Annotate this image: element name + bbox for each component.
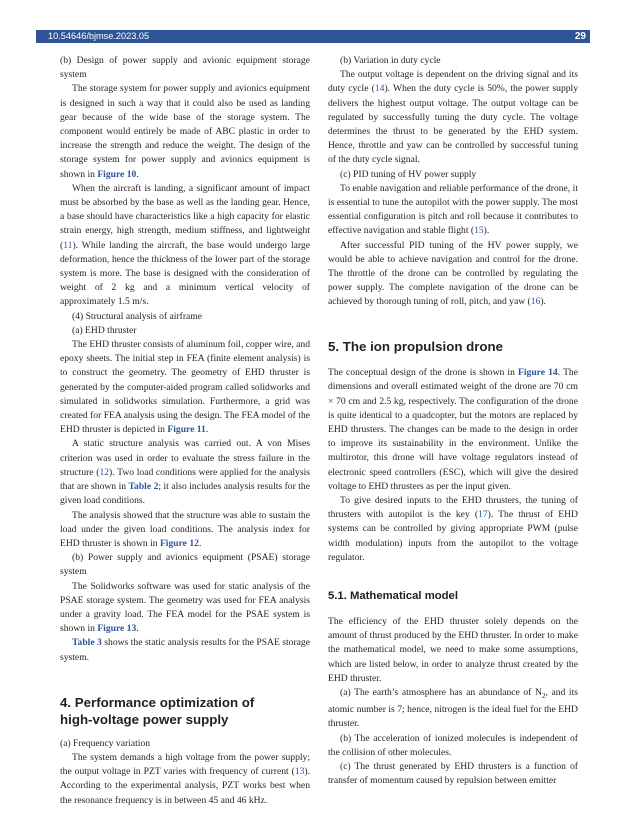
paragraph: (b) Design of power supply and avionic equipment storage system (60, 55, 310, 81)
left-column (60, 54, 310, 808)
citation-link[interactable]: 11 (63, 239, 73, 251)
table-link[interactable]: Table 3 (72, 637, 102, 649)
citation-link[interactable]: 17 (478, 509, 488, 521)
figure-link[interactable]: Figure 11 (167, 424, 206, 436)
citation-link[interactable]: 12 (99, 466, 110, 478)
paragraph: The Solidworks software was used for static analysis of the PSAE storage system. The geometry was used for FEA analysis under a gravity load. The FEA model for the PSAE system is shown in Figure 13. (60, 580, 310, 635)
paragraph: The conceptual design of the drone is shown in Figure 14. The dimensions and overall estimated weight of the drone are 70 cm × 70 cm and 2.5 kg, respectively. The configuration of the drone is quite identical to a quadcopter, but the motors are replaced by EHD thrusters. The changes can be made to the design in order to improve its sustainability in the environment. Unlike the multirotor, this drone will have voltage regulators instead of electronic speed controllers (ESC), which will give the desired voltage to EHD thrusters as per the input given. (328, 367, 578, 492)
paragraph: When the aircraft is landing, a significant amount of impact must be absorbed by the base as well as the landing gear. Hence, a base should have characteristics like a high capacity for elastic strain energy, high strength, medium stiffness, and lightweight (11). While landing the aircraft, the base would undergo large deformation, hence the thickness of the lower part of the storage system is more. The base is designed with the consideration of weight of 2 kg and a minimum vertical velocity of approximately 1.5 m/s. (60, 182, 310, 308)
paragraph: Table 3 shows the static analysis results for the PSAE storage system. (60, 637, 310, 663)
figure-link[interactable]: Figure 10 (97, 168, 137, 180)
paragraph: The EHD thruster consists of aluminum foil, copper wire, and epoxy sheets. The initial step in FEA (finite element analysis) is to construct the geometry. The geometry of EHD thruster is generated by the computer-aided program called solidworks and simulated in solidworks simulation. Furthermore, a grid was created for FEA analysis using the design. The FEA model of the EHD thruster is depicted in Figure 11. (60, 339, 310, 436)
citation-link[interactable]: 13 (294, 766, 305, 778)
paragraph: (4) Structural analysis of airframe (72, 310, 202, 322)
paragraph: The storage system for power supply and avionics equipment is designed in such a way that it could also be used as landing gear because of the wide base of the storage system. The component would entirely be made of ABC plastic in order to increase the strength and reduce the weight. The design of the storage system for power supply and avionics equipment is shown in Figure 10. (60, 83, 310, 180)
paragraph: The system demands a high voltage from the power supply; the output voltage in PZT varies with frequency of current (13). According to the experimental analysis, PZT works best when the resonance frequency is in between 45 and 46 kHz. (60, 751, 310, 806)
subsection-heading-5-1: 5.1. Mathematical model (328, 590, 458, 602)
citation-link[interactable]: 14 (374, 83, 385, 95)
doi-text: 10.54646/bjmse.2023.05 (48, 31, 150, 41)
paragraph: (a) EHD thruster (72, 324, 137, 336)
paragraph: (c) The thrust generated by EHD thrusters is a function of transfer of momentum caused by repulsion between emitter (328, 760, 578, 787)
paragraph: (b) Variation in duty cycle (340, 55, 441, 66)
paragraph: The efficiency of the EHD thruster solely depends on the amount of thrust produced by the EHD thruster. In order to make the mathematical model, we need to make some assumptions, which are listed below, in order to analyze thrust created by the EHD thruster. (328, 616, 578, 684)
figure-link[interactable]: Figure 14 (518, 367, 558, 379)
paragraph: (b) Power supply and avionics equipment (PSAE) storage system (60, 552, 310, 578)
paragraph: A static structure analysis was carried out. A von Mises criterion was used in order to evaluate the stress failure in the structure (12). Two load conditions were applied for the analysis that are shown in Table 2; it also includes analysis results for the given load conditions. (60, 438, 310, 507)
citation-link[interactable]: 15 (474, 225, 484, 237)
citation-link[interactable]: 16 (530, 296, 541, 308)
page-number: 29 (574, 31, 586, 42)
paragraph: After successful PID tuning of the HV power supply, we would be able to achieve navigation and control for the drone. The throttle of the drone can be controlled by regulating the power supply. The complete navigation of the drone can be achieved by thorough tuning of roll, pitch, and yaw (16). (328, 239, 578, 308)
table-link[interactable]: Table 2 (128, 481, 159, 493)
section-heading-5: 5. The ion propulsion drone (328, 338, 504, 354)
page-header-bar (36, 30, 590, 43)
paragraph: To enable navigation and reliable performance of the drone, it is essential to tune the autopilot with the power supply. The most essential configuration is pitch and roll because it contributes to effective navigation and stable flight (15). (328, 182, 578, 237)
paragraph: (a) Frequency variation (60, 737, 151, 749)
figure-link[interactable]: Figure 13 (97, 623, 137, 635)
paragraph: To give desired inputs to the EHD thrusters, the tuning of thrusters with autopilot is the key (17). The thrust of EHD systems can be controlled by giving appropriate PWM (pulse width modulation) inputs from the autopilot to the voltage regulator. (328, 494, 578, 563)
paragraph: (c) PID tuning of HV power supply (340, 168, 477, 180)
paragraph: The analysis showed that the structure was able to sustain the load under the given load conditions. The analysis index for EHD thruster is shown in Figure 12. (60, 509, 310, 549)
figure-link[interactable]: Figure 12 (159, 537, 199, 549)
paragraph: The output voltage is dependent on the driving signal and its duty cycle (14). When the duty cycle is 50%, the power supply delivers the highest output voltage. The output voltage can be regulated by successfully tuning the duty cycle. The voltage determines the thrust to be generated by the EHD system. Hence, throttle and yaw can be controlled by successful tuning of the duty cycle signal. (328, 69, 578, 166)
right-column (328, 54, 578, 788)
paragraph: (a) The earth’s atmosphere has an abundance of $N_2$, and its atomic number is 7; hence, nitrogen is the ideal fuel for the EHD thruster. (328, 687, 578, 730)
paragraph: (b) The acceleration of ionized molecules is independent of the collision of other molecules. (328, 732, 578, 758)
section-heading-4: 4. Performance optimization of high-voltage power supply (60, 694, 255, 728)
